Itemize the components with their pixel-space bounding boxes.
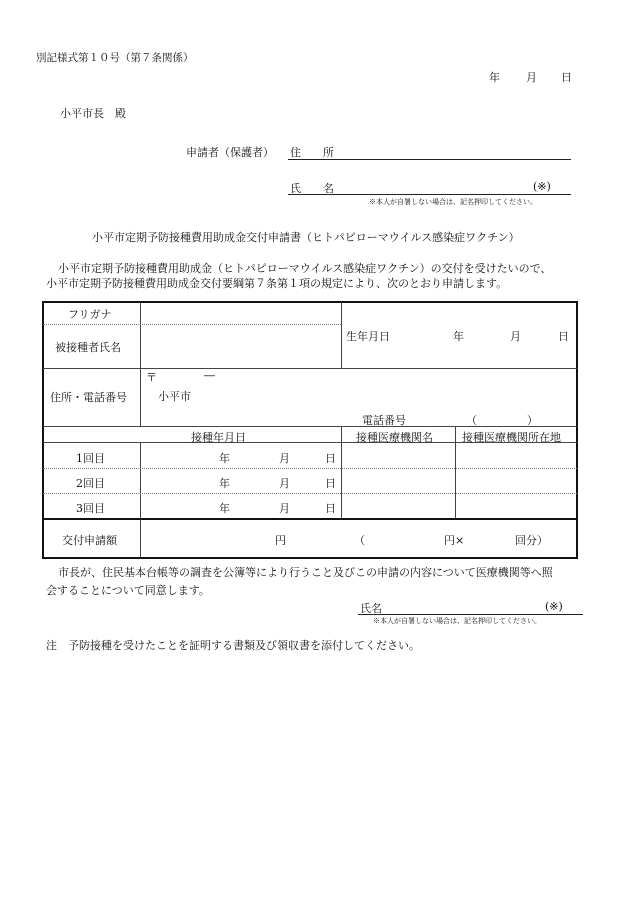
row-3-month: 月 <box>279 502 290 515</box>
row-1-year: 年 <box>219 452 230 465</box>
signature-note: ※本人が自署しない場合は、記名押印してください。 <box>369 198 537 206</box>
phone-close: ） <box>527 414 538 427</box>
col-date-header: 接種年月日 <box>191 431 246 444</box>
col-location-header: 接種医療機関所在地 <box>462 431 561 444</box>
seal-mark: (※) <box>533 180 551 193</box>
address-label: 住 所 <box>290 146 334 159</box>
grid-line <box>341 426 342 519</box>
date-month: 月 <box>526 71 537 84</box>
row-3-day: 日 <box>325 502 336 515</box>
birth-year: 年 <box>453 330 464 343</box>
birth-month: 月 <box>510 330 521 343</box>
grid-line <box>43 324 341 325</box>
applicant-label: 申請者（保護者） <box>186 146 274 159</box>
col-institution-header: 接種医療機関名 <box>356 431 433 444</box>
amount-open: （ <box>354 534 365 547</box>
phone-label: 電話番号 <box>362 414 406 427</box>
grid-line <box>140 302 141 426</box>
row-1-month: 月 <box>279 452 290 465</box>
furigana-label: フリガナ <box>68 308 112 321</box>
city: 小平市 <box>158 390 191 403</box>
date-year: 年 <box>489 71 500 84</box>
name-label: 氏 名 <box>290 182 334 195</box>
row-1-day: 日 <box>325 452 336 465</box>
grid-line <box>43 368 577 369</box>
intro-line-2: 小平市定期予防接種費用助成金交付要綱第７条第１項の規定により、次のとおり申請します。 <box>46 277 508 290</box>
address-phone-label: 住所・電話番号 <box>50 391 127 404</box>
phone-open: （ <box>466 414 477 427</box>
form-number: 別記様式第１０号（第７条関係） <box>36 52 194 64</box>
grid-line <box>43 426 577 427</box>
consent-line-2: 会することについて同意します。 <box>46 584 210 597</box>
grid-line <box>140 442 141 558</box>
vaccinee-name-label: 被接種者氏名 <box>55 341 121 354</box>
birth-day: 日 <box>558 330 569 343</box>
consent-name-label: 氏名 <box>360 602 382 615</box>
grid-line <box>455 426 456 519</box>
amount-times: 回分） <box>515 534 548 547</box>
row-2-day: 日 <box>325 477 336 490</box>
row-3-year: 年 <box>219 502 230 515</box>
row-2-year: 年 <box>219 477 230 490</box>
consent-signature-note: ※本人が自署しない場合は、記名押印してください。 <box>373 617 541 625</box>
grid-line <box>341 302 342 368</box>
row-2-month: 月 <box>279 477 290 490</box>
document-title: 小平市定期予防接種費用助成金交付申請書（ヒトパピローマウイルス感染症ワクチン） <box>92 231 520 244</box>
postal-dash: ― <box>204 369 215 382</box>
date-day: 日 <box>561 71 572 84</box>
amount-label: 交付申請額 <box>62 534 117 547</box>
name-underline <box>288 194 571 195</box>
consent-line-1: 市長が、住民基本台帳等の調査を公簿等により行うこと及びこの申請の内容について医療機関等へ照 <box>58 566 553 579</box>
grid-line <box>43 468 577 469</box>
row-3-label: 3回目 <box>76 502 105 515</box>
addressee: 小平市長 殿 <box>60 107 126 120</box>
amount-yen: 円 <box>275 534 286 547</box>
birth-date-label: 生年月日 <box>346 330 390 343</box>
postal-mark: 〒 <box>146 371 157 384</box>
attachment-note: 注 予防接種を受けたことを証明する書類及び領収書を添付してください。 <box>46 639 420 652</box>
grid-line <box>43 518 577 520</box>
address-underline <box>288 159 571 160</box>
amount-per: 円× <box>444 534 465 547</box>
row-2-label: 2回目 <box>76 477 105 490</box>
grid-line <box>43 493 577 494</box>
intro-line-1: 小平市定期予防接種費用助成金（ヒトパピローマウイルス感染症ワクチン）の交付を受けたいので、 <box>58 262 552 275</box>
row-1-label: 1回目 <box>76 452 105 465</box>
consent-name-underline <box>358 614 583 615</box>
consent-seal-mark: (※) <box>545 600 563 613</box>
